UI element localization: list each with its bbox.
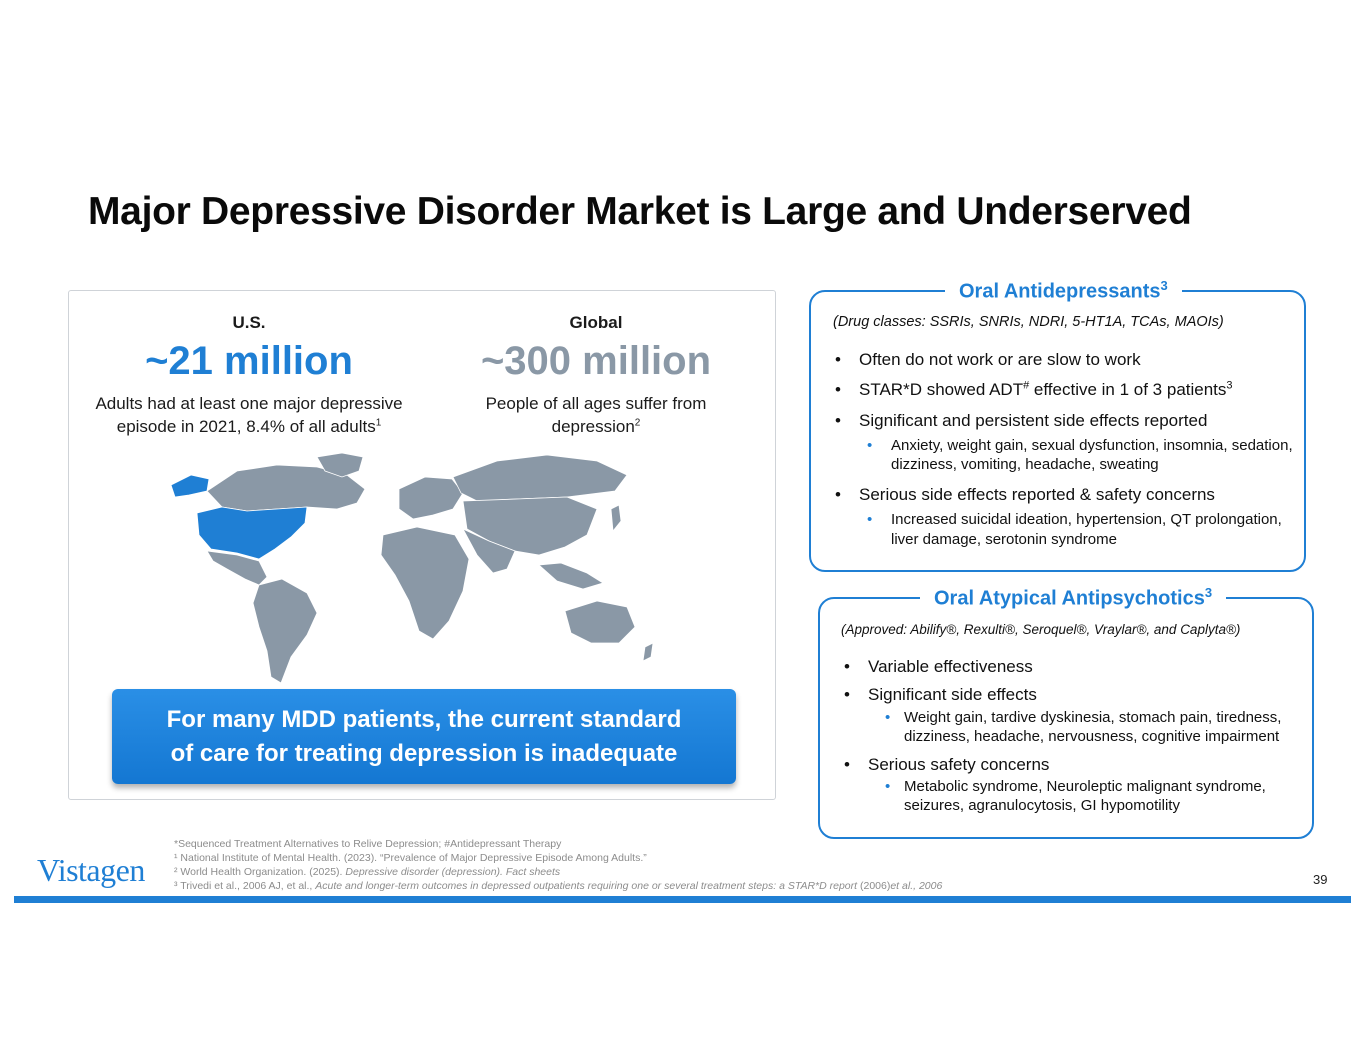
- us-desc-line2: episode in 2021, 8.4% of all adults: [116, 416, 376, 436]
- item-text: STAR*D showed ADT: [859, 380, 1024, 400]
- footnote-italic: Depressive disorder (depression). Fact sheets: [345, 865, 561, 878]
- footnote-1: ¹ National Institute of Mental Health. (2023). “Prevalence of Major Depressive Episode Among Adults.”: [174, 851, 647, 864]
- footnote-text: ² World Health Organization. (2025).: [174, 865, 346, 878]
- global-label: Global: [569, 313, 623, 332]
- map-usa: [197, 507, 307, 559]
- antidepressants-box: [809, 278, 1306, 572]
- antipsychotics-list: [840, 649, 1305, 816]
- prevalence-card: [68, 290, 776, 800]
- list-item: • Variable effectiveness: [840, 656, 1305, 677]
- world-map: [167, 451, 687, 686]
- antipsychotics-title-text: Oral Atypical Antipsychotics: [934, 587, 1205, 610]
- map-new-zealand: [643, 643, 653, 661]
- antipsychotics-subtitle: (Approved: Abilify®, Rexulti®, Seroquel®, Vraylar®, and Caplyta®): [841, 622, 1241, 637]
- sub-list-item: • Weight gain, tardive dyskinesia, stomach pain, tiredness, dizziness, headache, nervousness, cognitive impairment: [840, 708, 1305, 747]
- sub-list-item: • Anxiety, weight gain, sexual dysfunction, insomnia, sedation, dizziness, vomiting, headache, sweating: [831, 436, 1296, 475]
- vistagen-logo: Vistagen: [37, 852, 145, 888]
- map-africa: [381, 527, 469, 639]
- global-desc-line1: People of all ages suffer from: [485, 394, 707, 413]
- us-stat: [69, 313, 429, 439]
- footnote-text: (2006): [857, 879, 891, 892]
- footnote-italic: et al., 2006: [890, 879, 943, 892]
- antipsychotics-box: [818, 585, 1314, 839]
- us-label: U.S.: [232, 313, 266, 332]
- global-stat: [441, 313, 751, 439]
- map-australia: [565, 601, 635, 643]
- us-value: ~21 million: [145, 339, 353, 383]
- footnotes: [174, 838, 942, 894]
- list-item: • Significant and persistent side effects reported: [831, 410, 1296, 431]
- antidepressants-title-text: Oral Antidepressants: [959, 280, 1161, 303]
- map-europe: [399, 477, 463, 519]
- footnote-italic: Acute and longer-term outcomes in depressed outpatients requiring one or several treatment steps: a STAR*D report: [315, 879, 858, 892]
- map-se-asia: [539, 563, 603, 589]
- antipsychotics-title-ref: 3: [1204, 585, 1213, 600]
- list-item: [831, 379, 1296, 400]
- global-description: [441, 393, 751, 439]
- footnote-3: [174, 880, 942, 894]
- antidepressants-title-ref: 3: [1160, 278, 1168, 293]
- sub-list-item: • Increased suicidal ideation, hypertension, QT prolongation, liver damage, serotonin syndrome: [831, 510, 1296, 549]
- antidepressants-title: [945, 278, 1182, 304]
- list-item: • Often do not work or are slow to work: [831, 349, 1296, 370]
- global-ref: 2: [634, 417, 641, 429]
- page-number: 39: [1313, 872, 1328, 887]
- global-value: ~300 million: [480, 339, 712, 383]
- slide-title: Major Depressive Disorder Market is Large and Underserved: [88, 190, 1192, 233]
- global-desc-line2: depression: [551, 416, 635, 436]
- list-item: • Serious safety concerns: [840, 754, 1305, 775]
- footnote-2: [174, 866, 942, 880]
- footnote-0: *Sequenced Treatment Alternatives to Relive Depression; #Antidepressant Therapy: [174, 838, 562, 850]
- map-russia: [453, 455, 627, 501]
- item-text: effective in 1 of 3 patients: [1029, 380, 1227, 400]
- banner-line1: For many MDD patients, the current standard: [166, 705, 682, 733]
- map-japan: [611, 505, 621, 531]
- sub-list-item: • Metabolic syndrome, Neuroleptic malignant syndrome, seizures, agranulocytosis, GI hypomotility: [840, 777, 1305, 816]
- map-alaska: [171, 475, 209, 497]
- antipsychotics-title: [920, 585, 1226, 611]
- item-ref: 3: [1226, 379, 1233, 392]
- list-item: • Serious side effects reported & safety concerns: [831, 484, 1296, 505]
- antidepressants-subtitle: (Drug classes: SSRIs, SNRIs, NDRI, 5-HT1A, TCAs, MAOIs): [833, 314, 1224, 330]
- bottom-accent-bar: [14, 896, 1351, 903]
- banner-line2: of care for treating depression is inadequate: [170, 739, 678, 767]
- us-ref: 1: [375, 417, 382, 429]
- standard-of-care-banner: [112, 689, 736, 784]
- footnote-text: ³ Trivedi et al., 2006 AJ, et al.,: [174, 879, 316, 892]
- antidepressants-list: [831, 340, 1296, 549]
- item-sup: #: [1023, 379, 1030, 392]
- us-desc-line1: Adults had at least one major depressive: [95, 394, 403, 413]
- map-south-america: [253, 579, 317, 683]
- list-item: • Significant side effects: [840, 684, 1305, 705]
- us-description: [69, 393, 429, 439]
